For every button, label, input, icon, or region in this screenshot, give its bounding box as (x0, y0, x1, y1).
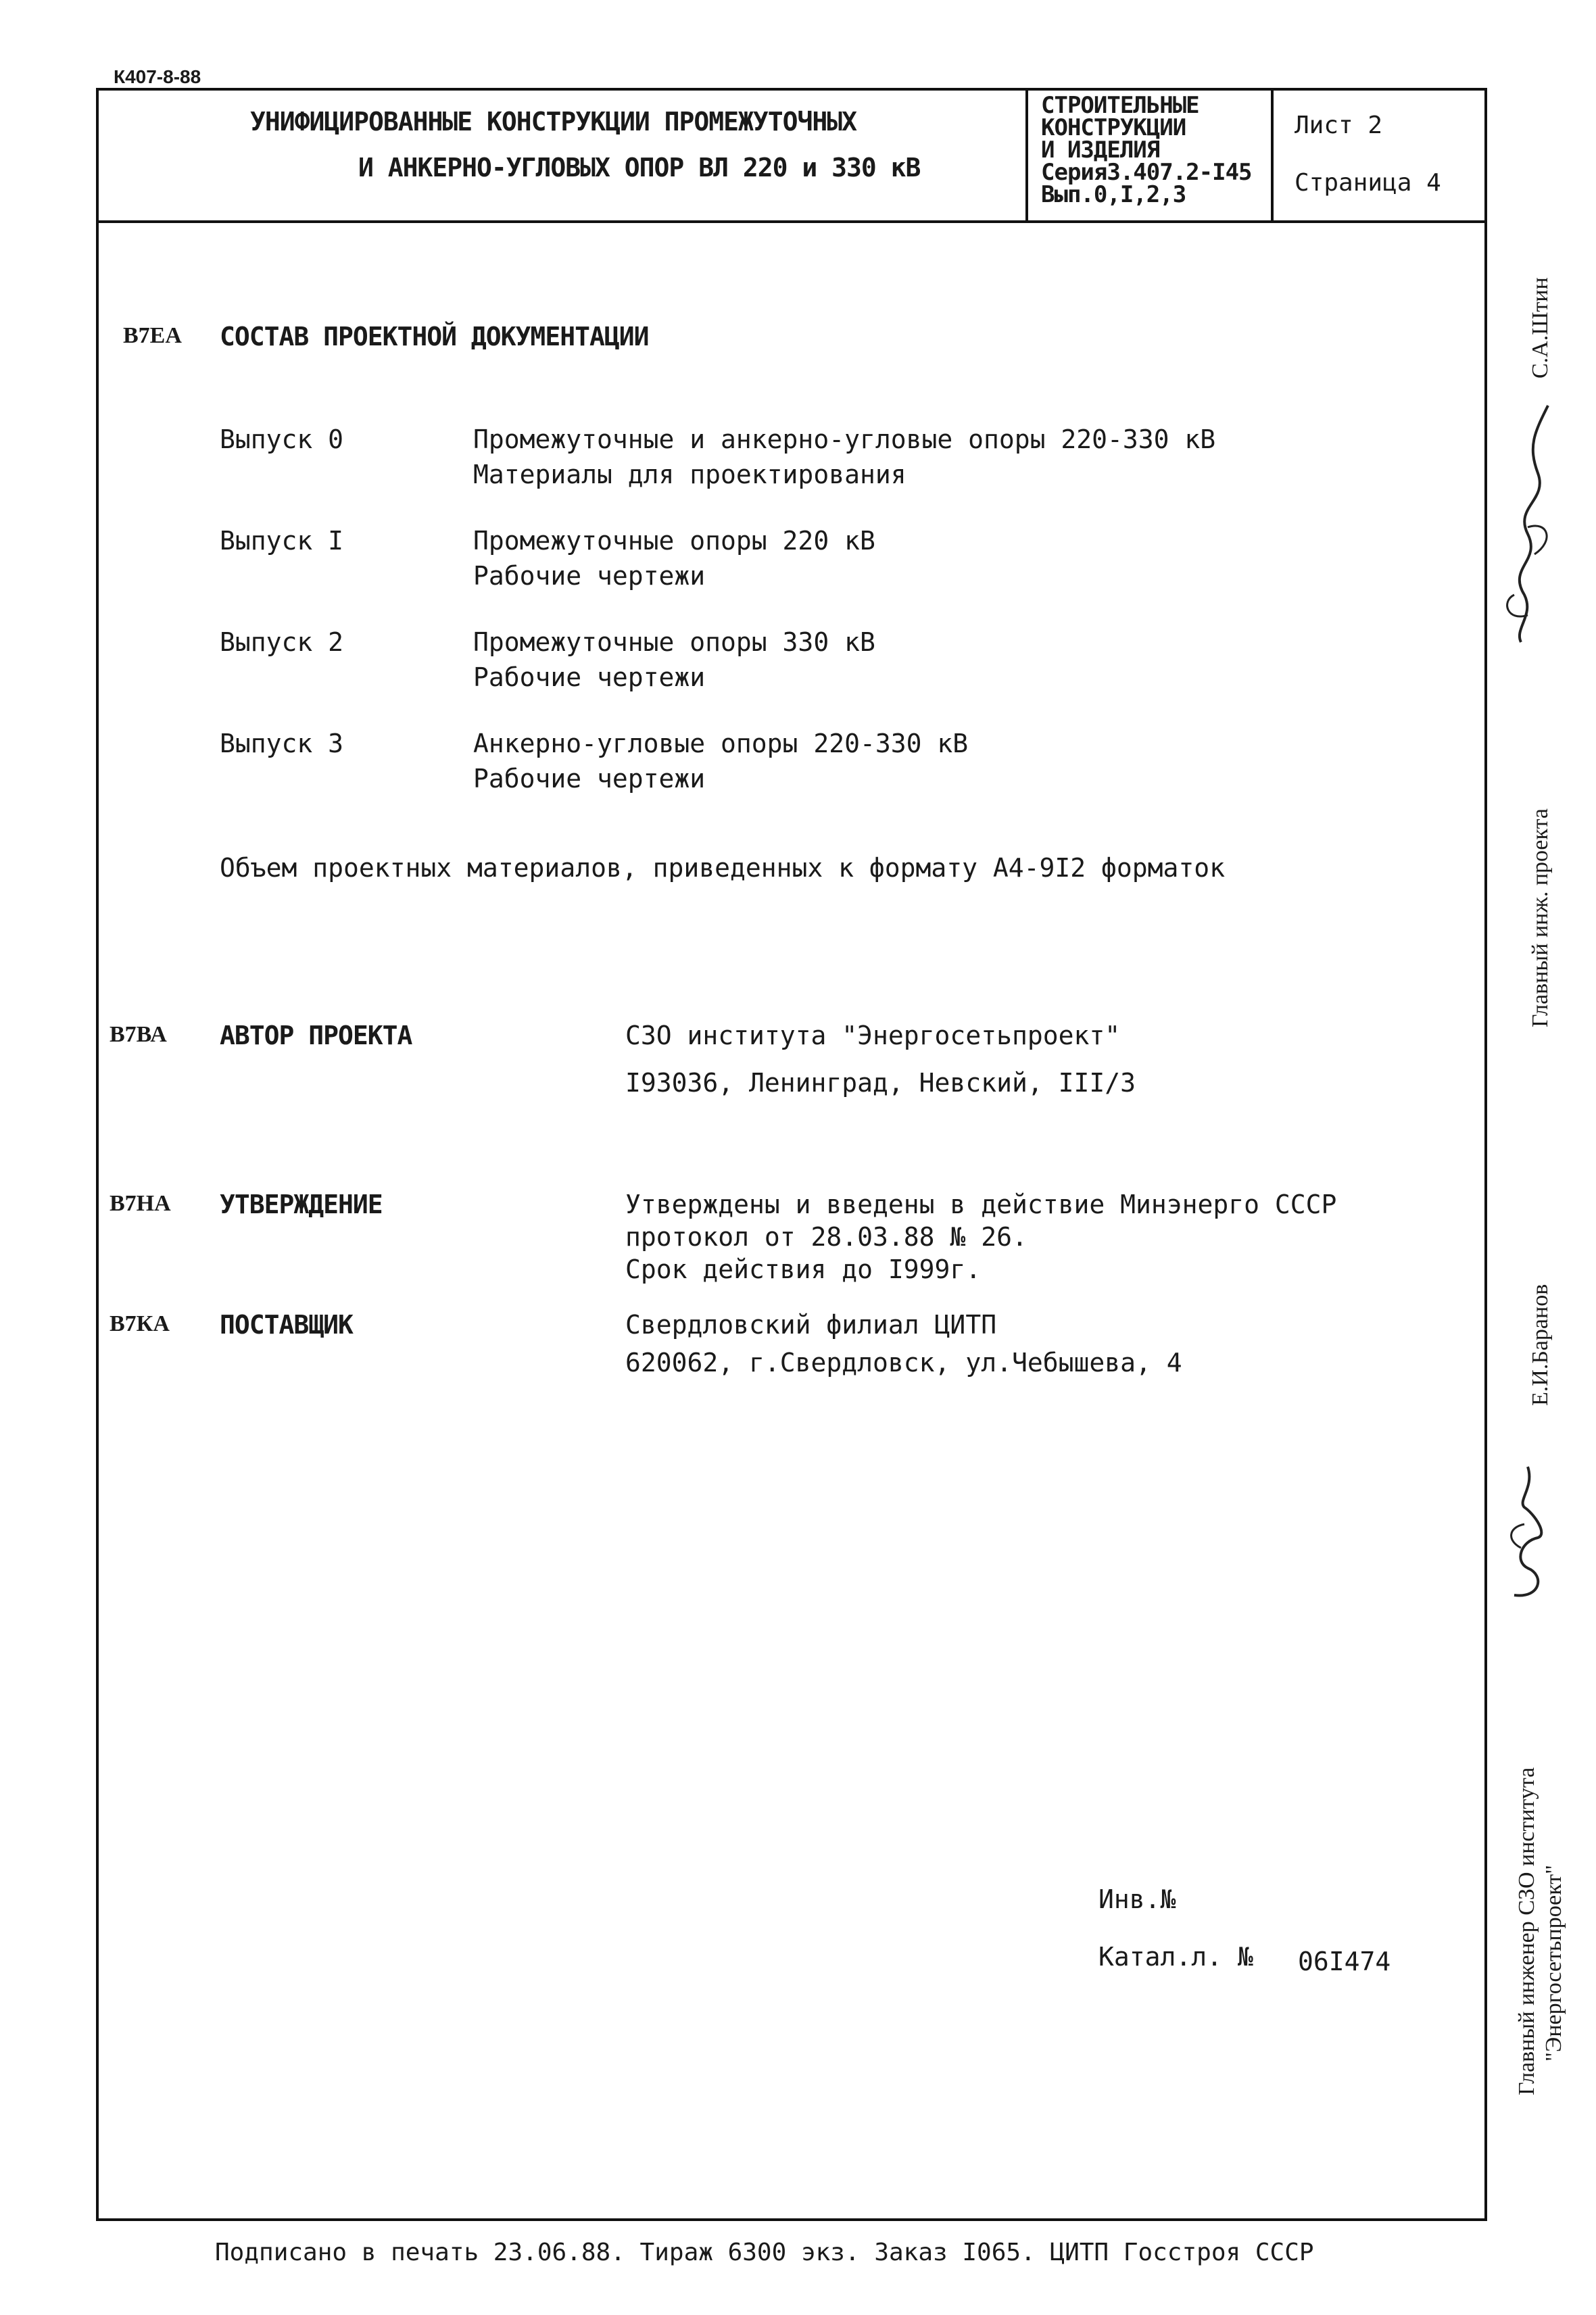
approval-line-3: Срок действия до I999г. (625, 1254, 982, 1284)
approval-line-2: протокол от 28.03.88 № 26. (625, 1222, 1027, 1252)
institute-engineer-name: Е.И.Баранов (1528, 1284, 1553, 1406)
sheet-number: Лист 2 (1295, 112, 1383, 139)
page-number: Страница 4 (1295, 169, 1441, 197)
volume-note: Объем проектных материалов, приведенных к формату А4-9I2 форматок (220, 853, 1226, 883)
title-divider (1025, 88, 1028, 220)
series-line-4: Серия3.407.2-I45 (1041, 159, 1252, 186)
issue-2-label: Выпуск 2 (220, 627, 344, 657)
document-code: К407-8-88 (114, 66, 201, 87)
supplier-label: ПОСТАВЩИК (220, 1310, 353, 1340)
issue-1-line-1: Промежуточные опоры 220 кВ (473, 526, 875, 556)
signature-2 (1487, 1453, 1562, 1609)
approval-line-1: Утверждены и введены в действие Минэнерго СССР (625, 1190, 1337, 1219)
issue-0-label: Выпуск 0 (220, 424, 344, 454)
series-line-1: СТРОИТЕЛЬНЫЕ (1041, 92, 1199, 119)
supplier-line-2: 620062, г.Свердловск, ул.Чебышева, 4 (625, 1348, 1182, 1378)
issue-3-label: Выпуск 3 (220, 729, 344, 758)
section-code-composition: В7ЕА (123, 323, 182, 348)
issue-2-line-2: Рабочие чертежи (473, 662, 706, 692)
catalog-label: Катал.л. № (1098, 1942, 1253, 1972)
issue-3-line-1: Анкерно-угловые опоры 220-330 кВ (473, 729, 969, 758)
author-label: АВТОР ПРОЕКТА (220, 1021, 412, 1050)
series-line-5: Вып.0,I,2,3 (1041, 181, 1186, 208)
series-divider (1271, 88, 1274, 220)
section-code-supplier: В7КА (110, 1311, 170, 1336)
issue-3-line-2: Рабочие чертежи (473, 764, 706, 794)
issue-1-line-2: Рабочие чертежи (473, 561, 706, 591)
title-line-2: И АНКЕРНО-УГЛОВЫХ ОПОР ВЛ 220 и 330 кВ (358, 153, 921, 182)
institute-engineer-role-2: "Энергосетьпроект" (1541, 1864, 1566, 2062)
series-line-2: КОНСТРУКЦИИ (1041, 114, 1186, 141)
author-line-2: I93036, Ленинград, Невский, III/3 (625, 1068, 1136, 1098)
institute-engineer-role-1: Главный инженер СЗО института (1514, 1767, 1539, 2095)
chief-engineer-name: С.А.Штин (1528, 277, 1553, 379)
series-line-3: И ИЗДЕЛИЯ (1041, 137, 1160, 164)
chief-engineer-role: Главный инж. проекта (1528, 808, 1553, 1027)
composition-title: СОСТАВ ПРОЕКТНОЙ ДОКУМЕНТАЦИИ (220, 322, 649, 351)
issue-1-label: Выпуск I (220, 526, 344, 556)
section-code-approval: В7НА (110, 1191, 171, 1216)
section-code-author: В7ВА (110, 1022, 167, 1047)
print-footer: Подписано в печать 23.06.88. Тираж 6300 экз. Заказ I065. ЦИТП Госстроя СССР (215, 2239, 1314, 2266)
page-frame (96, 88, 1487, 2221)
supplier-line-1: Свердловский филиал ЦИТП (625, 1310, 997, 1340)
approval-label: УТВЕРЖДЕНИЕ (220, 1190, 383, 1219)
author-line-1: СЗО института "Энергосетьпроект" (625, 1021, 1121, 1050)
catalog-number: 06I474 (1298, 1947, 1391, 1976)
inventory-label: Инв.№ (1098, 1884, 1176, 1914)
issue-0-line-1: Промежуточные и анкерно-угловые опоры 220-330 кВ (473, 424, 1216, 454)
title-line-1: УНИФИЦИРОВАННЫЕ КОНСТРУКЦИИ ПРОМЕЖУТОЧНЫХ (250, 107, 856, 137)
series-block (1041, 92, 1252, 208)
signature-1 (1487, 392, 1568, 649)
issue-0-line-2: Материалы для проектирования (473, 460, 906, 489)
issue-2-line-1: Промежуточные опоры 330 кВ (473, 627, 875, 657)
